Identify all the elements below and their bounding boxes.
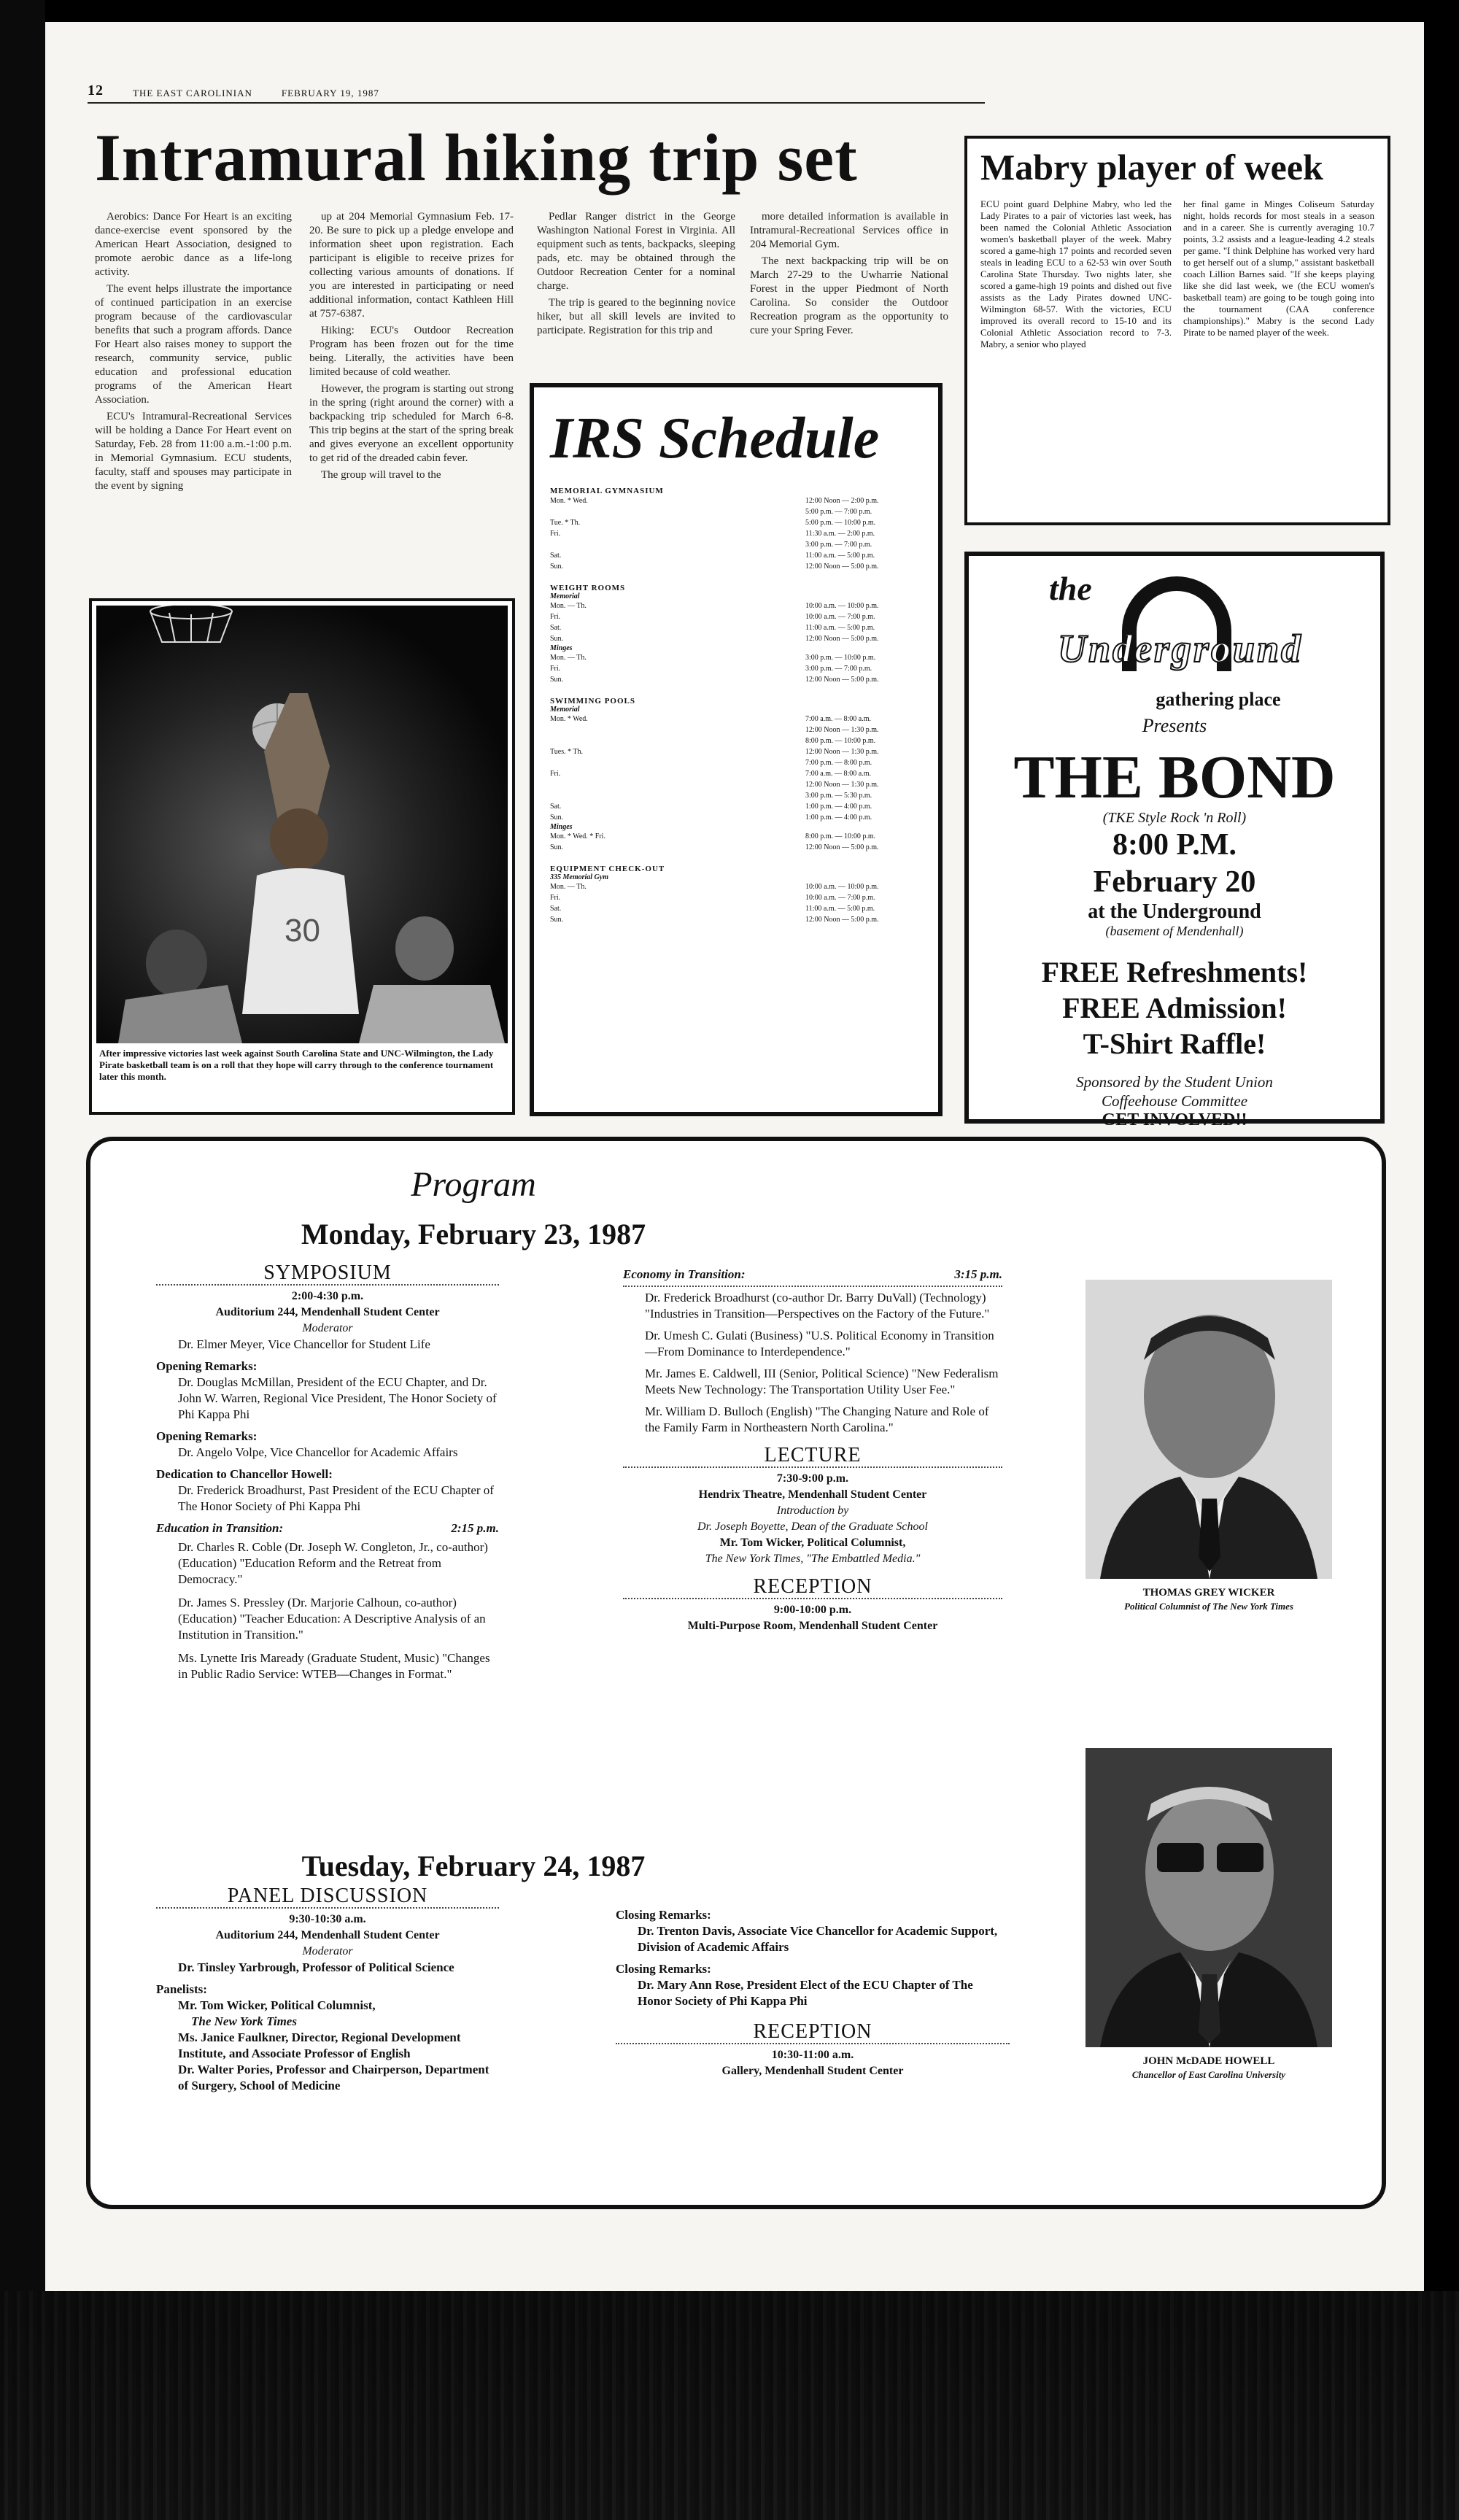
paragraph: up at 204 Memorial Gymnasium Feb. 17-20. Be sure to pick up a pledge envelope and information sheet upon registration. Each participant is eligible to receive prizes for collecting various amounts of donations. If you are interested in participating or need additional information, contact Kathleen Hill at 757-6387.	[309, 211, 514, 320]
schedule-row	[550, 768, 922, 779]
closing-remarks: Dr. Trenton Davis, Associate Vice Chancellor for Academic Support, Division of Academic Affairs	[638, 1924, 998, 1954]
schedule-row	[550, 663, 922, 674]
reception-heading: RECEPTION	[753, 2020, 872, 2043]
irs-schedule-box	[530, 383, 943, 1116]
economy-column	[623, 1267, 1002, 1634]
gathering-place: gathering place	[1156, 689, 1281, 710]
symposium-time: 2:00-4:30 p.m.	[291, 1290, 364, 1302]
schedule-section-heading: EQUIPMENT CHECK-OUT	[550, 865, 665, 873]
education-item: Dr. James S. Pressley (Dr. Marjorie Calhoun, co-author) (Education) "Teacher Education: A Descriptive Analysis of an Institution in Transition."	[178, 1596, 486, 1642]
schedule-days: Mon. * Wed.	[550, 715, 588, 723]
lecture-place: Hendrix Theatre, Mendenhall Student Center	[698, 1488, 927, 1501]
schedule-row	[550, 790, 922, 801]
panelist-affiliation: The New York Times	[191, 2014, 297, 2028]
schedule-hours: 12:00 Noon — 2:00 p.m.	[805, 497, 879, 505]
irs-schedule-table	[550, 487, 922, 925]
underground-logo	[969, 569, 1380, 693]
schedule-location: Memorial	[550, 706, 580, 714]
basketball-photo	[89, 598, 515, 1115]
paragraph: ECU's Intramural-Recreational Services will be holding a Dance For Heart event on Saturday, Feb. 28 from 11:00 a.m.-1:00 p.m. in Memorial Gymnasium. ECU students, faculty, staff and spouses may participate in the event by signing	[95, 411, 292, 492]
schedule-hours: 12:00 Noon — 5:00 p.m.	[805, 916, 879, 924]
program-box	[86, 1137, 1386, 2209]
paper-name: THE EAST CAROLINIAN	[133, 88, 252, 98]
schedule-row	[550, 801, 922, 812]
schedule-row	[550, 831, 922, 842]
mabry-col-1: ECU point guard Delphine Mabry, who led the Lady Pirates to a pair of victories last week, has been named the Colonial Athletic Association women's basketball player of the week. Mabry scored a game-high 17 points and recorded seven steals in leading ECU to a 62-53 win over South Carolina State Thursday. Two nights later, she scored a game-high 19 points and dished out five assists as the Lady Pirates downed UNC-Wilmington 68-57. With the victories, ECU improved its overall record to 15-10 and its Colonial Athletic Association record to 7-3. Mabry, a senior who played	[980, 198, 1172, 349]
schedule-row	[550, 506, 922, 517]
schedule-section-heading: SWIMMING POOLS	[550, 697, 635, 706]
schedule-hours: 11:00 a.m. — 5:00 p.m.	[805, 905, 875, 913]
schedule-hours: 3:00 p.m. — 7:00 p.m.	[805, 541, 872, 549]
paragraph: The group will travel to the	[321, 469, 441, 481]
economy-item: Mr. William D. Bulloch (English) "The Changing Nature and Role of the Family Farm in Northeastern North Carolina."	[645, 1404, 989, 1434]
opening-remarks: Dr. Angelo Volpe, Vice Chancellor for Academic Affairs	[178, 1445, 458, 1459]
schedule-days: Mon. — Th.	[550, 602, 587, 610]
basketball-players-illustration	[96, 606, 508, 1043]
schedule-hours: 12:00 Noon — 1:30 p.m.	[805, 726, 879, 734]
event-time: 8:00 P.M.	[1112, 828, 1237, 862]
schedule-section-heading: WEIGHT ROOMS	[550, 584, 626, 592]
paragraph: The next backpacking trip will be on March 27-29 to the Uwharrie National Forest in the upper Piedmont of North Carolina. So consider the Outdoor Recreation program as the opportunity to cure your Spring Fever.	[750, 255, 948, 336]
panel-place: Auditorium 244, Mendenhall Student Center	[215, 1929, 440, 1941]
player-head	[270, 808, 328, 870]
howell-portrait	[1085, 1748, 1332, 2098]
lecture-time: 7:30-9:00 p.m.	[776, 1472, 849, 1485]
defender-left-head	[146, 929, 207, 997]
paragraph: The trip is geared to the beginning novice hiker, but all skill levels are invited to participate. Registration for this trip and	[537, 297, 735, 336]
wicker-portrait	[1085, 1280, 1332, 1615]
economy-item: Dr. Umesh C. Gulati (Business) "U.S. Political Economy in Transition—From Dominance to Interdependence."	[645, 1329, 994, 1358]
schedule-days: Fri.	[550, 530, 561, 538]
symposium-heading: SYMPOSIUM	[263, 1261, 392, 1284]
lecture-intro-label: Introduction by	[776, 1504, 849, 1517]
education-session	[156, 1520, 499, 1537]
lecture-introducer: Dr. Joseph Boyette, Dean of the Graduate School	[697, 1520, 928, 1533]
schedule-row	[550, 550, 922, 561]
underground-ad	[964, 552, 1385, 1129]
background-surface	[0, 2291, 1459, 2520]
photo-image	[96, 606, 508, 1043]
schedule-hours: 8:00 p.m. — 10:00 p.m.	[805, 832, 876, 840]
economy-item: Dr. Frederick Broadhurst (co-author Dr. Barry DuVall) (Technology) "Industries in Transition—Perspectives on the Factory of the Future."	[645, 1291, 990, 1321]
schedule-hours: 7:00 a.m. — 8:00 a.m.	[805, 770, 871, 778]
lecture-title: The New York Times, "The Embattled Media."	[705, 1553, 921, 1565]
paragraph: Hiking: ECU's Outdoor Recreation Program has been frozen out for the time being. Literally, the activities have been limited because of cold weather.	[309, 325, 514, 378]
free-admission: FREE Admission!	[1062, 991, 1287, 1024]
paragraph: Aerobics: Dance For Heart is an exciting dance-exercise event sponsored by the American Heart Association, designed to promote aerobic dance as a life-long activity.	[95, 211, 292, 278]
education-time: 2:15 p.m.	[451, 1521, 499, 1535]
day1-heading: Monday, February 23, 1987	[301, 1218, 646, 1251]
reception-time: 10:30-11:00 a.m.	[771, 2049, 854, 2061]
closing-column	[616, 1901, 1010, 2079]
schedule-days: Fri.	[550, 665, 561, 673]
schedule-days: Tue. * Th.	[550, 519, 581, 527]
schedule-days: Mon. * Wed.	[550, 497, 588, 505]
schedule-hours: 11:00 a.m. — 5:00 p.m.	[805, 624, 875, 632]
schedule-location: 335 Memorial Gym	[550, 873, 608, 881]
schedule-days: Sun.	[550, 635, 564, 643]
schedule-hours: 12:00 Noon — 1:30 p.m.	[805, 781, 879, 789]
hiking-col-1	[95, 210, 292, 496]
panel-heading: PANEL DISCUSSION	[227, 1885, 428, 1907]
economy-item: Mr. James E. Caldwell, III (Senior, Political Science) "New Federalism Meets New Technology: The Transportation Utility User Fee."	[645, 1367, 999, 1396]
schedule-hours: 11:00 a.m. — 5:00 p.m.	[805, 552, 875, 560]
jersey-number: 30	[285, 913, 320, 948]
schedule-hours: 12:00 Noon — 5:00 p.m.	[805, 843, 879, 851]
schedule-hours: 12:00 Noon — 1:30 p.m.	[805, 748, 879, 756]
education-item: Dr. Charles R. Coble (Dr. Joseph W. Congleton, Jr., co-author) (Education) "Education Reform and the Retreat from Democracy."	[178, 1540, 488, 1586]
schedule-section-heading: MEMORIAL GYMNASIUM	[550, 487, 664, 495]
program-title: Program	[411, 1165, 536, 1204]
schedule-days: Sat.	[550, 803, 562, 811]
schedule-days: Sun.	[550, 813, 564, 822]
hoop-net	[150, 606, 232, 642]
schedule-days: Mon. — Th.	[550, 654, 587, 662]
schedule-row	[550, 724, 922, 735]
folio	[88, 82, 985, 104]
schedule-hours: 8:00 p.m. — 10:00 p.m.	[805, 737, 876, 745]
event-date: February 20	[1093, 865, 1256, 899]
wicker-photo	[1085, 1280, 1332, 1579]
day2-heading: Tuesday, February 24, 1987	[301, 1850, 646, 1882]
lecture-heading: LECTURE	[764, 1444, 862, 1466]
moderator: Dr. Elmer Meyer, Vice Chancellor for Student Life	[178, 1337, 430, 1351]
schedule-row	[550, 611, 922, 622]
howell-title: Chancellor of East Carolina University	[1131, 2069, 1286, 2080]
schedule-hours: 12:00 Noon — 5:00 p.m.	[805, 563, 879, 571]
closing-remarks: Dr. Mary Ann Rose, President Elect of the ECU Chapter of The Honor Society of Phi Kappa Phi	[638, 1978, 973, 2008]
reception-place: Gallery, Mendenhall Student Center	[721, 2065, 904, 2077]
schedule-row	[550, 633, 922, 644]
schedule-row	[550, 561, 922, 572]
schedule-row	[550, 812, 922, 823]
schedule-days: Mon. — Th.	[550, 883, 587, 891]
dedication: Dr. Frederick Broadhurst, Past President of the ECU Chapter of The Honor Society of Phi Kappa Phi	[178, 1483, 494, 1513]
irs-title: IRS Schedule	[550, 406, 880, 471]
page-number: 12	[88, 82, 104, 98]
left-film-edge	[0, 0, 45, 2291]
opening-remarks: Dr. Douglas McMillan, President of the ECU Chapter, and Dr. John W. Warren, Regional Vice President, The Honor Society of Phi Kappa Phi	[178, 1375, 497, 1421]
paragraph: The event helps illustrate the importance of continued participation in an exercise program because of the cardiovascular benefits that such a program affords. Dance For Heart also raises money to support the research, community service, public education and professional education programs of the American Heart Association.	[95, 283, 292, 406]
symposium-column	[156, 1261, 499, 1682]
closing-remarks-label: Closing Remarks:	[616, 1962, 711, 1976]
schedule-row	[550, 714, 922, 724]
sponsor-line: Sponsored by the Student Union Coffeehouse Committee	[1076, 1073, 1273, 1110]
schedule-row	[550, 903, 922, 914]
mabry-article-box	[964, 136, 1390, 525]
schedule-row	[550, 600, 922, 611]
schedule-days: Fri.	[550, 770, 561, 778]
schedule-hours: 1:00 p.m. — 4:00 p.m.	[805, 803, 872, 811]
opening-remarks-label: Opening Remarks:	[156, 1359, 258, 1373]
schedule-hours: 7:00 a.m. — 8:00 a.m.	[805, 715, 871, 723]
presents: Presents	[1142, 715, 1207, 736]
panel-moderator-label: Moderator	[302, 1945, 353, 1957]
schedule-row	[550, 779, 922, 790]
hiking-col-4	[750, 210, 948, 341]
schedule-hours: 5:00 p.m. — 7:00 p.m.	[805, 508, 872, 516]
schedule-days: Sun.	[550, 916, 564, 924]
schedule-row	[550, 914, 922, 925]
defender-left	[118, 985, 242, 1043]
paragraph: more detailed information is available in Intramural-Recreational Services office in 204 Memorial Gym.	[750, 211, 948, 250]
panelist: Mr. Tom Wicker, Political Columnist,	[178, 1998, 376, 2012]
logo-the: the	[1049, 570, 1092, 607]
hiking-col-2	[309, 210, 514, 485]
logo-underground: Underground	[1057, 627, 1304, 670]
schedule-row	[550, 539, 922, 550]
panel-moderator: Dr. Tinsley Yarbrough, Professor of Political Science	[178, 1960, 454, 1974]
schedule-hours: 12:00 Noon — 5:00 p.m.	[805, 635, 879, 643]
panel-column	[156, 1885, 499, 2094]
dedication-label: Dedication to Chancellor Howell:	[156, 1467, 333, 1481]
opening-remarks-label: Opening Remarks:	[156, 1429, 258, 1443]
schedule-days: Tues. * Th.	[550, 748, 584, 756]
education-item: Ms. Lynette Iris Maready (Graduate Student, Music) "Changes in Public Radio Service: WTEB—Changes in Format."	[178, 1651, 490, 1681]
schedule-hours: 5:00 p.m. — 10:00 p.m.	[805, 519, 876, 527]
portrait-illustration	[1085, 1748, 1332, 2047]
panelist: Ms. Janice Faulkner, Director, Regional Development Institute, and Associate Professor of English	[178, 2030, 461, 2060]
schedule-row	[550, 842, 922, 853]
closing-remarks-label: Closing Remarks:	[616, 1908, 711, 1922]
schedule-hours: 11:30 a.m. — 2:00 p.m.	[805, 530, 875, 538]
schedule-row	[550, 735, 922, 746]
defender-right-head	[395, 916, 454, 981]
reception-place: Multi-Purpose Room, Mendenhall Student Center	[687, 1620, 938, 1632]
mabry-col-2: her final game in Minges Coliseum Saturday night, holds records for most steals in a season and in a career. She is currently averaging 10.7 points, 3.2 assists and a league-leading 4.2 steals per game. "I think Delphine has worked very hard to get herself out of a slump," assistant basketball coach Lillion Barnes said. "If she keeps playing like she did last week, we (the ECU women's basketball team) are going to be tough going into the tournament (CAA conference championships)." Mabry is the second Lady Pirate to be named player of the week.	[1183, 198, 1374, 338]
economy-label: Economy in Transition:	[623, 1267, 746, 1281]
reception-time: 9:00-10:00 p.m.	[773, 1604, 852, 1616]
schedule-row	[550, 652, 922, 663]
mabry-title: Mabry player of week	[980, 147, 1323, 188]
get-involved: GET INVOLVED!!	[1102, 1110, 1247, 1129]
band-style: (TKE Style Rock 'n Roll)	[1102, 810, 1247, 827]
schedule-location: Memorial	[550, 592, 580, 600]
panelists-label: Panelists:	[156, 1982, 207, 1996]
hiking-col-3	[537, 210, 735, 341]
schedule-row	[550, 517, 922, 528]
schedule-location: Minges	[550, 644, 573, 652]
schedule-row	[550, 495, 922, 506]
schedule-hours: 1:00 p.m. — 4:00 p.m.	[805, 813, 872, 822]
schedule-days: Sat.	[550, 624, 562, 632]
wicker-name: THOMAS GREY WICKER	[1142, 1587, 1275, 1599]
schedule-days: Fri.	[550, 613, 561, 621]
schedule-hours: 3:00 p.m. — 7:00 p.m.	[805, 665, 872, 673]
reception-heading: RECEPTION	[753, 1575, 872, 1598]
schedule-hours: 10:00 a.m. — 7:00 p.m.	[805, 894, 875, 902]
howell-photo	[1085, 1748, 1332, 2047]
schedule-row	[550, 528, 922, 539]
schedule-row	[550, 881, 922, 892]
paragraph: Pedlar Ranger district in the George Washington National Forest in Virginia. All equipment such as tents, backpacks, sleeping pads, etc. may be obtained through the Outdoor Recreation Center for a nominal charge.	[537, 211, 735, 292]
schedule-row	[550, 746, 922, 757]
schedule-days: Sat.	[550, 905, 562, 913]
lecture-speaker: Mr. Tom Wicker, Political Columnist,	[719, 1537, 906, 1549]
schedule-row	[550, 622, 922, 633]
portrait-illustration	[1085, 1280, 1332, 1579]
event-venue-sub: (basement of Mendenhall)	[1105, 923, 1244, 938]
howell-name: JOHN McDADE HOWELL	[1142, 2055, 1275, 2067]
schedule-days: Sun.	[550, 563, 564, 571]
panelist: Dr. Walter Pories, Professor and Chairperson, Department of Surgery, School of Medicine	[178, 2063, 489, 2092]
schedule-days: Sun.	[550, 843, 564, 851]
schedule-hours: 3:00 p.m. — 5:30 p.m.	[805, 792, 872, 800]
schedule-hours: 10:00 a.m. — 7:00 p.m.	[805, 613, 875, 621]
schedule-row	[550, 892, 922, 903]
schedule-days: Sun.	[550, 676, 564, 684]
wicker-title: Political Columnist of The New York Times	[1124, 1601, 1293, 1612]
schedule-days: Mon. * Wed. * Fri.	[550, 832, 605, 840]
schedule-hours: 7:00 p.m. — 8:00 p.m.	[805, 759, 872, 767]
hiking-headline: Intramural hiking trip set	[95, 120, 858, 195]
symposium-place: Auditorium 244, Mendenhall Student Center	[215, 1306, 440, 1318]
event-venue: at the Underground	[1088, 900, 1261, 923]
schedule-location: Minges	[550, 823, 573, 831]
paragraph: However, the program is starting out strong in the spring (right around the corner) with a backpacking trip scheduled for March 6-8. This trip begins at the start of the spring break and gives everyone an excellent opportunity to get rid of the dreaded cabin fever.	[309, 383, 514, 464]
free-refreshments: FREE Refreshments!	[1041, 955, 1308, 989]
schedule-hours: 10:00 a.m. — 10:00 p.m.	[805, 883, 879, 891]
economy-time: 3:15 p.m.	[954, 1267, 1002, 1281]
economy-session	[623, 1267, 1002, 1283]
band-name: THE BOND	[1013, 743, 1336, 811]
schedule-days: Sat.	[550, 552, 562, 560]
tshirt-raffle: T-Shirt Raffle!	[1083, 1027, 1266, 1060]
issue-date: FEBRUARY 19, 1987	[281, 88, 379, 98]
schedule-row	[550, 757, 922, 768]
schedule-row	[550, 674, 922, 685]
photo-caption: After impressive victories last week against South Carolina State and UNC-Wilmington, the Lady Pirate basketball team is on a roll that they hope will carry through to the conference tournament later this month.	[99, 1048, 494, 1082]
schedule-hours: 3:00 p.m. — 10:00 p.m.	[805, 654, 876, 662]
schedule-hours: 10:00 a.m. — 10:00 p.m.	[805, 602, 879, 610]
education-label: Education in Transition:	[156, 1521, 284, 1535]
defender-right	[359, 985, 505, 1043]
moderator-label: Moderator	[302, 1322, 353, 1334]
schedule-days: Fri.	[550, 894, 561, 902]
schedule-hours: 12:00 Noon — 5:00 p.m.	[805, 676, 879, 684]
panel-time: 9:30-10:30 a.m.	[289, 1913, 366, 1925]
